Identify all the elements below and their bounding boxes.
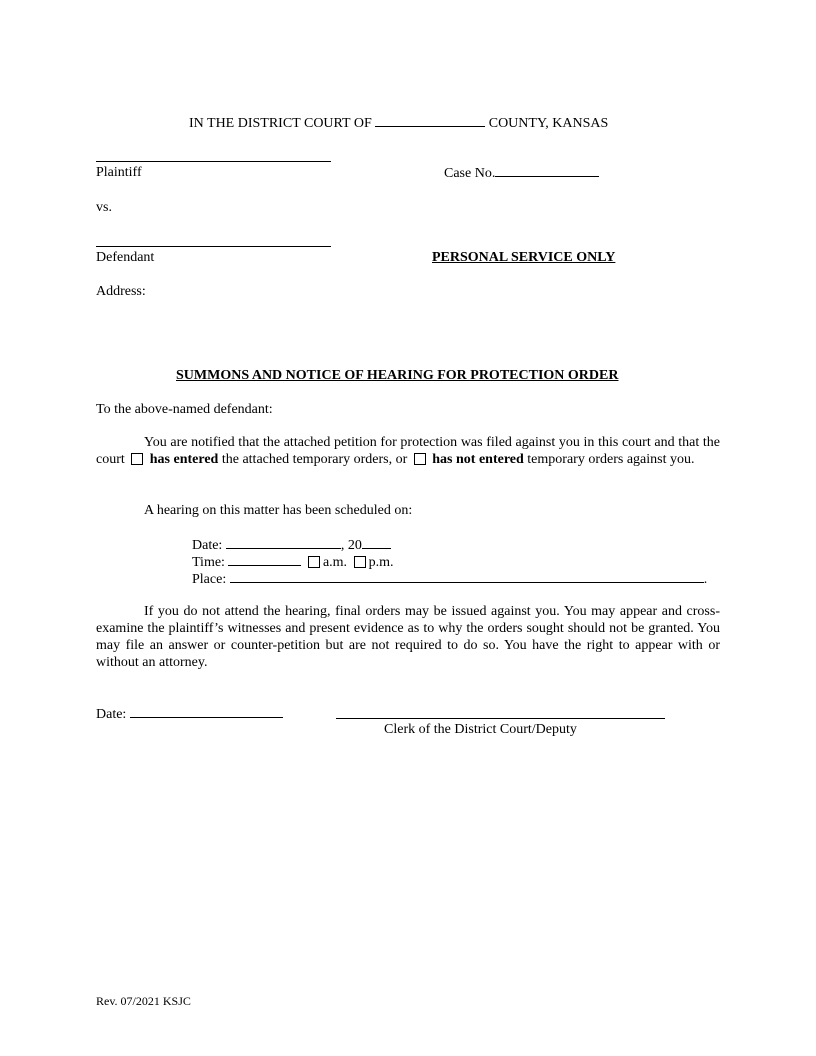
case-no-blank[interactable] <box>495 164 599 177</box>
case-number <box>444 164 599 182</box>
hearing-place-row <box>192 570 707 588</box>
court-prefix: IN THE DISTRICT COURT OF <box>189 116 372 131</box>
hearing-year-prefix: , 20 <box>340 538 362 553</box>
am-label: a.m. <box>322 555 348 570</box>
has-entered-label: has entered <box>149 452 219 467</box>
hearing-time-label: Time: <box>192 555 225 570</box>
salutation: To the above-named defendant: <box>96 402 273 417</box>
personal-service-label: PERSONAL SERVICE ONLY <box>432 250 616 265</box>
defendant-name-line[interactable] <box>96 246 331 247</box>
hearing-year-blank[interactable] <box>362 536 391 549</box>
defendant-label: Defendant <box>96 250 155 265</box>
county-blank[interactable] <box>375 114 485 127</box>
am-checkbox[interactable] <box>308 556 320 568</box>
hearing-place-end: . <box>703 572 708 587</box>
hearing-date-row <box>192 536 391 554</box>
notice-paragraph <box>96 434 720 468</box>
vs-label: vs. <box>96 200 112 215</box>
hearing-intro: A hearing on this matter has been scheduled on: <box>144 503 413 518</box>
case-no-label: Case No. <box>444 166 496 181</box>
pm-checkbox[interactable] <box>354 556 366 568</box>
hearing-date-label: Date: <box>192 538 223 553</box>
court-heading <box>189 114 608 132</box>
notice-text-2: the attached temporary orders, or <box>221 452 408 467</box>
plaintiff-name-line[interactable] <box>96 161 331 162</box>
hearing-time-blank[interactable] <box>228 553 301 566</box>
notice-text-3: temporary orders against you. <box>527 452 695 467</box>
hearing-date-blank[interactable] <box>226 536 341 549</box>
has-not-entered-checkbox[interactable] <box>414 453 426 465</box>
hearing-time-row <box>192 553 393 571</box>
warning-paragraph: If you do not attend the hearing, final orders may be issued against you. You may appear and cross-examine the plaintiff’s witnesses and present evidence as to why the orders sought should not be granted. You may file an answer or counter-petition but are not required to do so. You have the right to appear with or without an attorney. <box>96 604 720 670</box>
signature-date-row <box>96 705 283 723</box>
notice-text-1: You are notified that the attached petition for protection was filed against you in this court and that the court <box>96 435 720 467</box>
has-not-entered-label: has not entered <box>432 452 524 467</box>
hearing-place-label: Place: <box>192 572 227 587</box>
signature-date-label: Date: <box>96 707 127 722</box>
hearing-place-blank[interactable] <box>230 570 704 583</box>
revision-footer: Rev. 07/2021 KSJC <box>96 994 191 1008</box>
has-entered-checkbox[interactable] <box>131 453 143 465</box>
address-label: Address: <box>96 284 146 299</box>
court-suffix: COUNTY, KANSAS <box>488 116 609 131</box>
plaintiff-label: Plaintiff <box>96 165 142 180</box>
clerk-label: Clerk of the District Court/Deputy <box>384 722 577 737</box>
signature-date-blank[interactable] <box>130 705 283 718</box>
pm-label: p.m. <box>368 555 394 570</box>
clerk-signature-line[interactable] <box>336 718 665 719</box>
document-title: SUMMONS AND NOTICE OF HEARING FOR PROTECTION ORDER <box>176 368 619 383</box>
